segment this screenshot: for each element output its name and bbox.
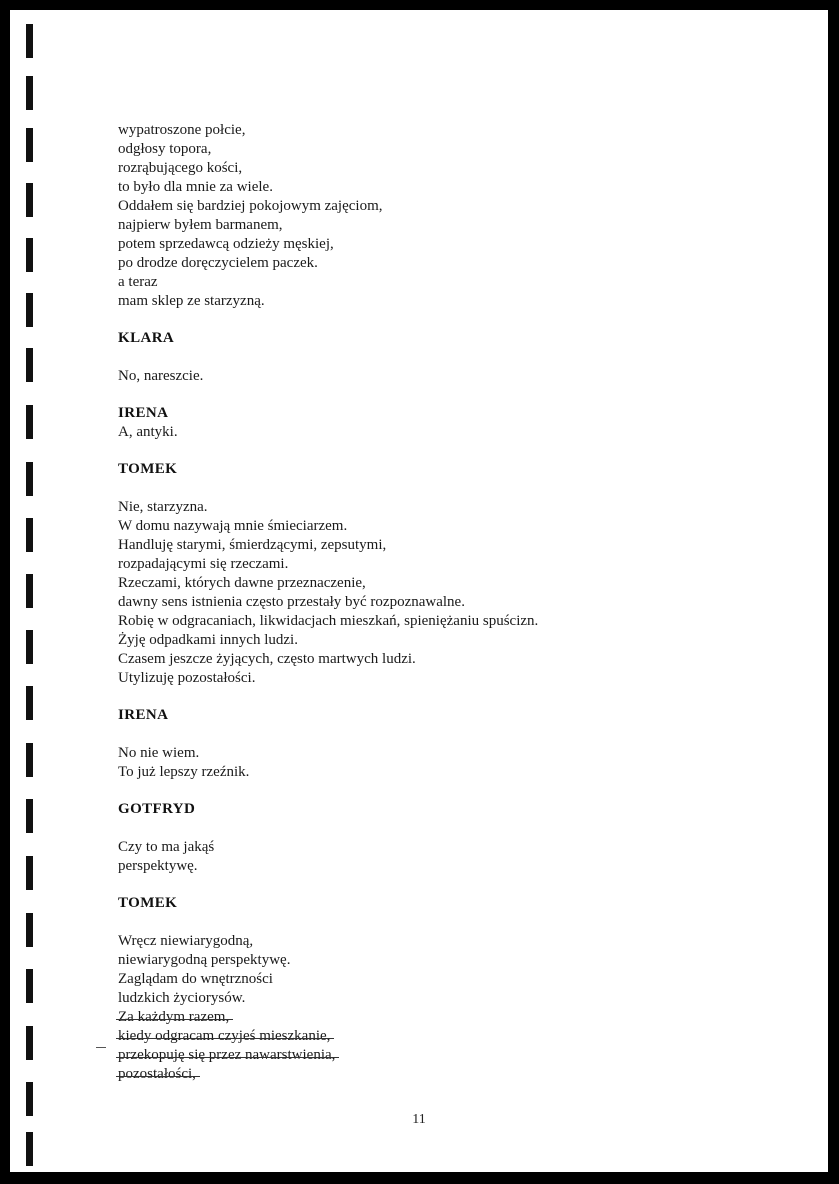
struck-text: Za każdym razem, [118, 1009, 230, 1025]
dialogue-line: Rzeczami, których dawne przeznaczenie, [118, 575, 366, 591]
dialogue-line: No, nareszcie. [118, 368, 204, 384]
dialogue-line: Oddałem się bardziej pokojowym zajęciom, [118, 198, 383, 214]
binding-hole [26, 1132, 33, 1166]
struck-text: kiedy odgracam czyjeś mieszkanie, [118, 1028, 331, 1044]
binding-hole [26, 518, 33, 552]
dialogue-line: rozpadającymi się rzeczami. [118, 556, 289, 572]
dialogue-line: odgłosy topora, [118, 141, 212, 157]
speaker-name: GOTFRYD [118, 801, 196, 817]
dialogue-line: to było dla mnie za wiele. [118, 179, 273, 195]
speaker-name: TOMEK [118, 461, 178, 477]
dialogue-line: niewiarygodną perspektywę. [118, 952, 291, 968]
binding-hole [26, 1082, 33, 1116]
dialogue-line: No nie wiem. [118, 745, 200, 761]
binding-hole [26, 799, 33, 833]
dialogue-line-struck [118, 1008, 798, 1027]
binding-hole [26, 462, 33, 496]
dialogue-line: potem sprzedawcą odzieży męskiej, [118, 236, 334, 252]
dialogue-line: Czy to ma jakąś [118, 839, 215, 855]
dialogue-block [118, 121, 798, 311]
speaker-name: TOMEK [118, 895, 178, 911]
struck-text: przekopuję się przez nawarstwienia, [118, 1047, 336, 1063]
dialogue-line: ludzkich życiorysów. [118, 990, 246, 1006]
dialogue-line: Nie, starzyzna. [118, 499, 208, 515]
dialogue-line: Robię w odgracaniach, likwidacjach mieszkań, spieniężaniu spuścizn. [118, 613, 539, 629]
binding-hole [26, 24, 33, 58]
dialogue-line: po drodze doręczycielem paczek. [118, 255, 318, 271]
speaker-name: IRENA [118, 405, 169, 421]
binding-hole [26, 183, 33, 217]
struck-text: pozostałości, [118, 1066, 196, 1082]
dialogue-line-struck [118, 1065, 798, 1084]
dialogue-line: Czasem jeszcze żyjących, często martwych ludzi. [118, 651, 416, 667]
binding-holes [10, 10, 50, 1172]
dialogue-line: Handluję starymi, śmierdzącymi, zepsutymi, [118, 537, 387, 553]
dialogue-line: Utylizuję pozostałości. [118, 670, 256, 686]
script-text [118, 121, 798, 1084]
dialogue-line: To już lepszy rzeźnik. [118, 764, 250, 780]
dialogue-line: a teraz [118, 274, 158, 290]
dialogue-line: wypatroszone połcie, [118, 122, 246, 138]
dialogue-line: A, antyki. [118, 424, 178, 440]
dialogue-line: rozrąbującego kości, [118, 160, 243, 176]
binding-hole [26, 1026, 33, 1060]
pen-mark [96, 1047, 106, 1048]
document-page [10, 10, 828, 1172]
binding-hole [26, 630, 33, 664]
dialogue-line: mam sklep ze starzyzną. [118, 293, 265, 309]
dialogue-line: najpierw byłem barmanem, [118, 217, 283, 233]
binding-hole [26, 856, 33, 890]
binding-hole [26, 686, 33, 720]
dialogue-line: Wręcz niewiarygodną, [118, 933, 254, 949]
dialogue-line: Żyję odpadkami innych ludzi. [118, 632, 298, 648]
binding-hole [26, 574, 33, 608]
binding-hole [26, 293, 33, 327]
dialogue-line: W domu nazywają mnie śmieciarzem. [118, 518, 348, 534]
speaker-name: IRENA [118, 707, 169, 723]
dialogue-line: perspektywę. [118, 858, 198, 874]
binding-hole [26, 76, 33, 110]
binding-hole [26, 128, 33, 162]
binding-hole [26, 238, 33, 272]
binding-hole [26, 348, 33, 382]
binding-hole [26, 913, 33, 947]
dialogue-line-struck [118, 1046, 798, 1065]
dialogue-line: dawny sens istnienia często przestały być rozpoznawalne. [118, 594, 465, 610]
dialogue-line: Zaglądam do wnętrzności [118, 971, 273, 987]
speaker-name: KLARA [118, 330, 175, 346]
binding-hole [26, 405, 33, 439]
dialogue-line-struck [118, 1027, 798, 1046]
binding-hole [26, 969, 33, 1003]
binding-hole [26, 743, 33, 777]
page-number: 11 [412, 1112, 426, 1127]
